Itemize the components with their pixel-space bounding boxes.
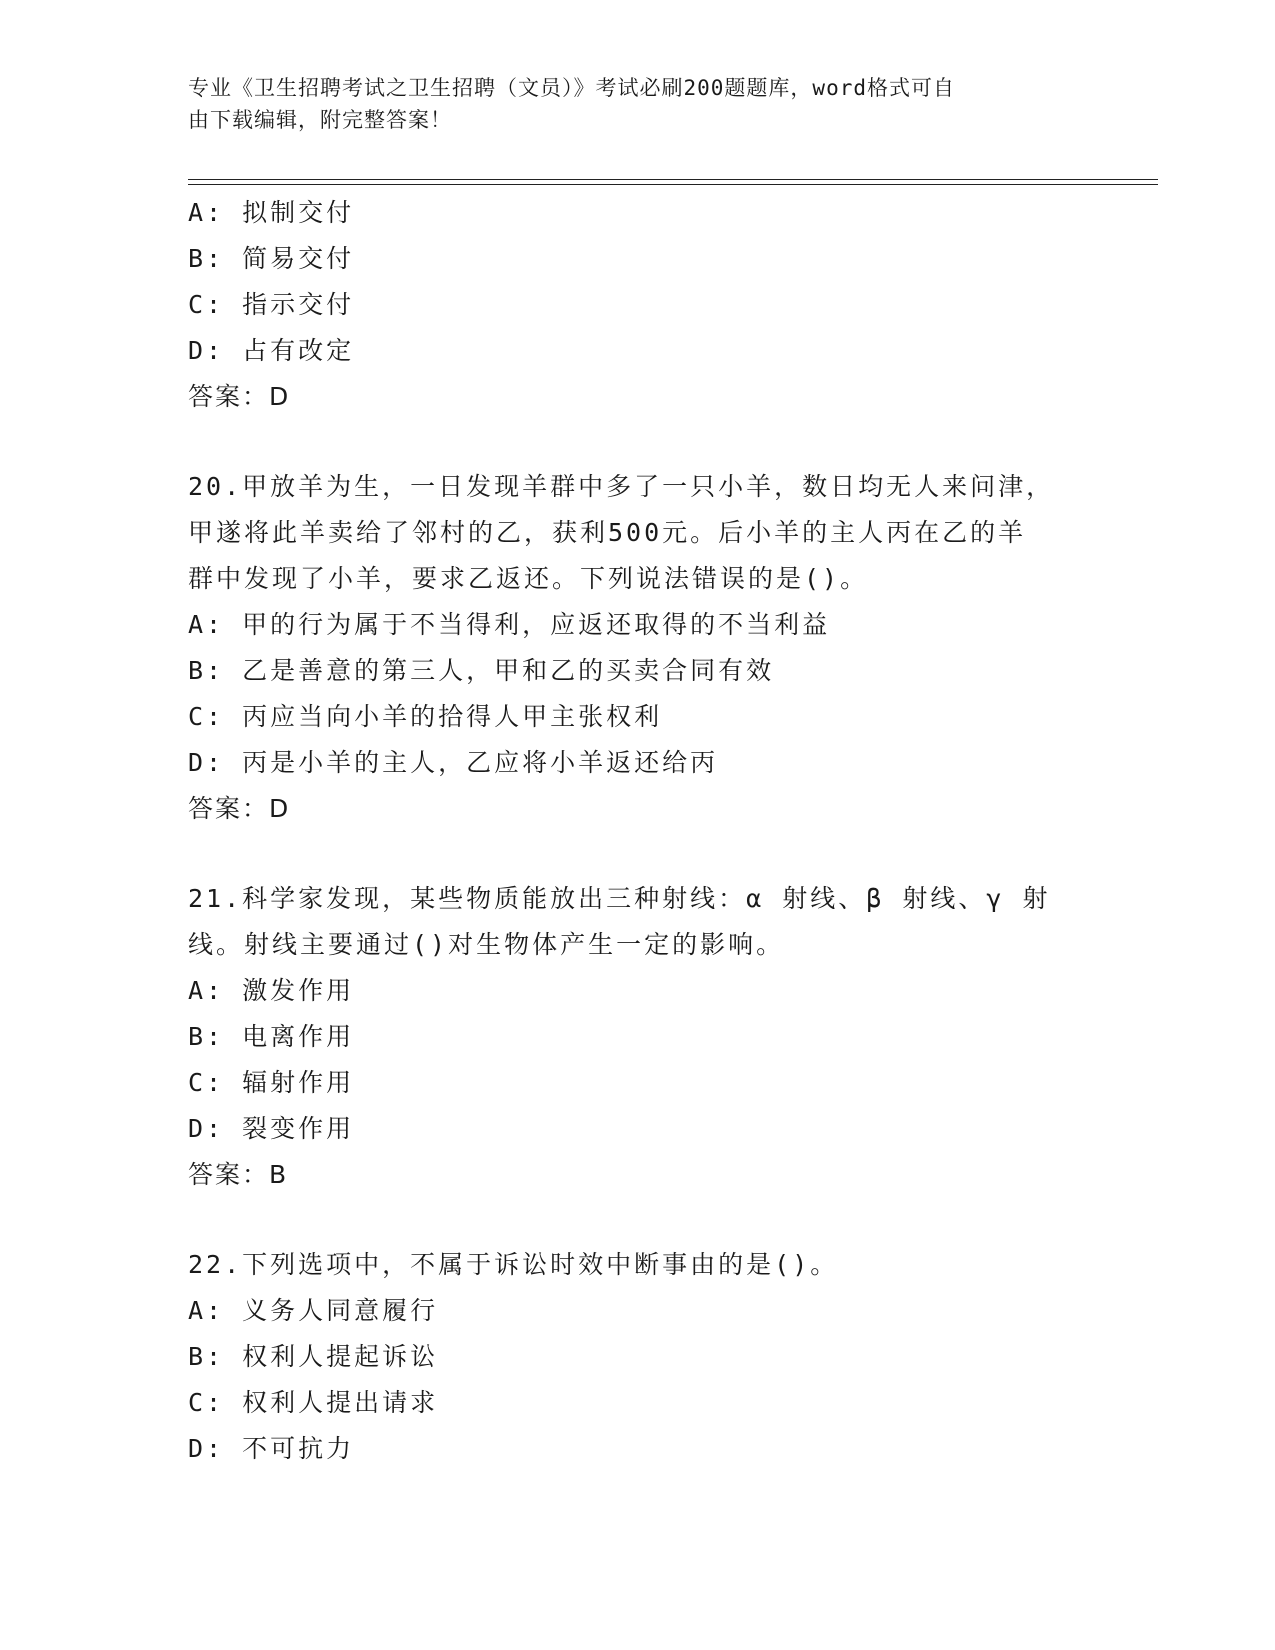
question-stem-line: 20.甲放羊为生，一日发现羊群中多了一只小羊，数日均无人来问津， bbox=[188, 472, 1055, 501]
question-21 bbox=[188, 876, 1088, 1198]
spacer bbox=[188, 420, 1088, 464]
header-divider-bottom bbox=[188, 184, 1158, 185]
question-list bbox=[188, 190, 1088, 1472]
option-a: A: 激发作用 bbox=[188, 976, 355, 1005]
option-a: A: 拟制交付 bbox=[188, 198, 355, 227]
option-c: C: 辐射作用 bbox=[188, 1068, 355, 1097]
option-d: D: 丙是小羊的主人，乙应将小羊返还给丙 bbox=[188, 748, 719, 777]
question-stem-line: 群中发现了小羊，要求乙返还。下列说法错误的是()。 bbox=[188, 564, 869, 593]
option-d: D: 不可抗力 bbox=[188, 1434, 355, 1463]
answer: 答案：D bbox=[188, 794, 291, 823]
option-c: C: 权利人提出请求 bbox=[188, 1388, 439, 1417]
option-b: B: 权利人提起诉讼 bbox=[188, 1342, 439, 1371]
option-a: A: 义务人同意履行 bbox=[188, 1296, 439, 1325]
spacer bbox=[188, 1198, 1088, 1242]
option-c: C: 丙应当向小羊的拾得人甲主张权利 bbox=[188, 702, 663, 731]
answer: 答案：B bbox=[188, 1160, 289, 1189]
header-divider-top bbox=[188, 179, 1158, 180]
option-b: B: 简易交付 bbox=[188, 244, 355, 273]
question-20 bbox=[188, 464, 1088, 832]
spacer bbox=[188, 832, 1088, 876]
option-c: C: 指示交付 bbox=[188, 290, 355, 319]
question-stem-line: 甲遂将此羊卖给了邻村的乙，获利500元。后小羊的主人丙在乙的羊 bbox=[188, 518, 1027, 547]
document-header bbox=[188, 72, 1068, 136]
option-d: D: 裂变作用 bbox=[188, 1114, 355, 1143]
header-line-1: 专业《卫生招聘考试之卫生招聘（文员）》考试必刷200题题库，word格式可自 bbox=[188, 76, 955, 100]
option-d: D: 占有改定 bbox=[188, 336, 355, 365]
answer: 答案：D bbox=[188, 382, 291, 411]
header-line-2: 由下载编辑，附完整答案！ bbox=[188, 108, 452, 132]
question-22 bbox=[188, 1242, 1088, 1472]
question-stem-line: 21.科学家发现，某些物质能放出三种射线：α 射线、β 射线、γ 射 bbox=[188, 884, 1051, 913]
question-19 bbox=[188, 190, 1088, 420]
question-stem-line: 线。射线主要通过()对生物体产生一定的影响。 bbox=[188, 930, 785, 959]
option-b: B: 乙是善意的第三人，甲和乙的买卖合同有效 bbox=[188, 656, 775, 685]
option-b: B: 电离作用 bbox=[188, 1022, 355, 1051]
question-stem-line: 22.下列选项中，不属于诉讼时效中断事由的是()。 bbox=[188, 1250, 839, 1279]
option-a: A: 甲的行为属于不当得利，应返还取得的不当利益 bbox=[188, 610, 831, 639]
